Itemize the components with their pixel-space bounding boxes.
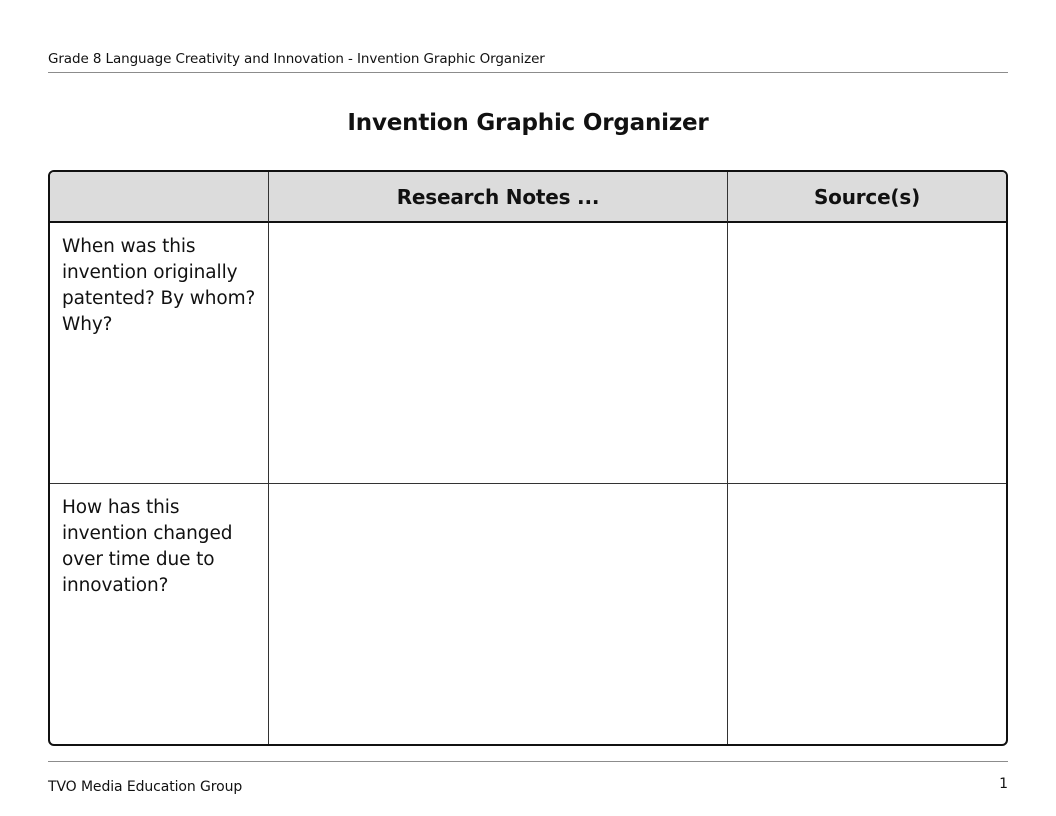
page-title: Invention Graphic Organizer bbox=[347, 110, 709, 136]
graphic-organizer-table bbox=[48, 170, 1008, 746]
column-header-blank bbox=[50, 172, 269, 223]
page-number: 1 bbox=[999, 776, 1008, 792]
row-question-innovation: How has this invention changed over time due to innovation? bbox=[50, 484, 269, 744]
column-header-research-notes: Research Notes ... bbox=[269, 172, 728, 223]
footer-publisher: TVO Media Education Group bbox=[48, 779, 243, 795]
footer-divider bbox=[48, 761, 1008, 762]
sources-cell-innovation[interactable] bbox=[728, 484, 1006, 744]
header-divider bbox=[48, 72, 1008, 73]
row-question-patent: When was this invention originally patented? By whom? Why? bbox=[50, 223, 269, 484]
column-header-sources: Source(s) bbox=[728, 172, 1006, 223]
research-notes-cell-patent[interactable] bbox=[269, 223, 728, 484]
sources-cell-patent[interactable] bbox=[728, 223, 1006, 484]
research-notes-cell-innovation[interactable] bbox=[269, 484, 728, 744]
running-header: Grade 8 Language Creativity and Innovation - Invention Graphic Organizer bbox=[48, 51, 545, 67]
